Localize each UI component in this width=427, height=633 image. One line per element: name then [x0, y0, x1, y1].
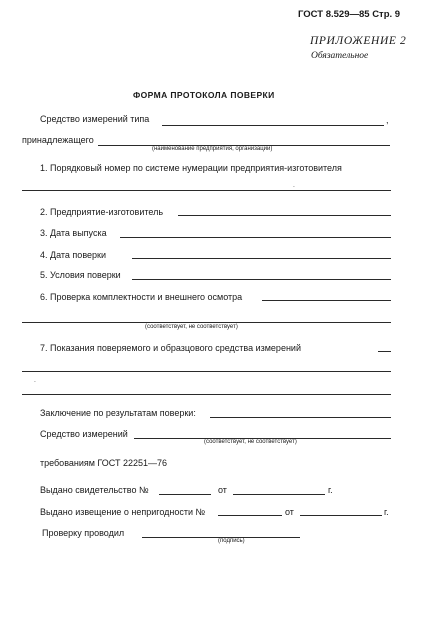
certificate-from-label: от: [218, 485, 227, 495]
conclusion-instrument-label: Средство измерений: [40, 429, 128, 439]
item-6-caption: (соответствует, не соответствует): [145, 324, 238, 330]
verified-by-label: Проверку проводил: [42, 528, 125, 538]
scan-speck: ·: [293, 184, 295, 191]
item-6-line-b[interactable]: [22, 322, 391, 323]
item-4-line[interactable]: [132, 258, 391, 259]
item-7-line-c[interactable]: [22, 394, 391, 395]
page-header-reference: ГОСТ 8.529—85 Стр. 9: [298, 9, 401, 20]
item-2-line[interactable]: [178, 215, 391, 216]
unfitness-year-suffix: г.: [384, 507, 389, 517]
conclusion-instrument-caption: (соответствует, не соответствует): [204, 439, 297, 445]
certificate-number-line[interactable]: [159, 494, 211, 495]
appendix-status: Обязательное: [311, 51, 369, 61]
owner-caption: (наименование предприятия, организации): [152, 146, 273, 152]
item-1-serial-number: 1. Порядковый номер по системе нумерации предприятия-изготовителя: [40, 163, 342, 173]
item-6-line-a[interactable]: [262, 300, 391, 301]
conclusion-title: Заключение по результатам поверки:: [40, 408, 196, 418]
certificate-date-line[interactable]: [233, 494, 325, 495]
signature-caption: (подпись): [218, 538, 245, 544]
item-7-readings: 7. Показания поверяемого и образцового средства измерений: [40, 343, 301, 353]
item-5-line[interactable]: [132, 279, 391, 280]
item-7-line-b[interactable]: [22, 371, 391, 372]
scan-speck: ·: [34, 379, 36, 386]
form-title: ФОРМА ПРОТОКОЛА ПОВЕРКИ: [133, 90, 275, 100]
item-1-line[interactable]: [22, 190, 391, 191]
conclusion-line[interactable]: [210, 417, 391, 418]
instrument-type-label: Средство измерений типа: [40, 114, 150, 124]
unfitness-number-line[interactable]: [218, 515, 282, 516]
requirements-text: требованиям ГОСТ 22251—76: [40, 458, 168, 468]
unfitness-issued-label: Выдано извещение о непригодности №: [40, 507, 206, 517]
owner-label: принадлежащего: [22, 135, 94, 145]
item-2-manufacturer: 2. Предприятие-изготовитель: [40, 207, 164, 217]
certificate-issued-label: Выдано свидетельство №: [40, 485, 149, 495]
unfitness-date-line[interactable]: [300, 515, 382, 516]
item-3-line[interactable]: [120, 237, 391, 238]
comma: ,: [386, 115, 389, 125]
instrument-type-line[interactable]: [162, 125, 384, 126]
item-3-release-date: 3. Дата выпуска: [40, 228, 107, 238]
item-6-completeness: 6. Проверка комплектности и внешнего осмотра: [40, 292, 243, 302]
item-4-verification-date: 4. Дата поверки: [40, 250, 106, 260]
unfitness-from-label: от: [285, 507, 294, 517]
certificate-year-suffix: г.: [328, 485, 333, 495]
item-5-conditions: 5. Условия поверки: [40, 270, 121, 280]
appendix-title: ПРИЛОЖЕНИЕ 2: [310, 35, 407, 47]
item-7-line-a[interactable]: [378, 351, 391, 352]
